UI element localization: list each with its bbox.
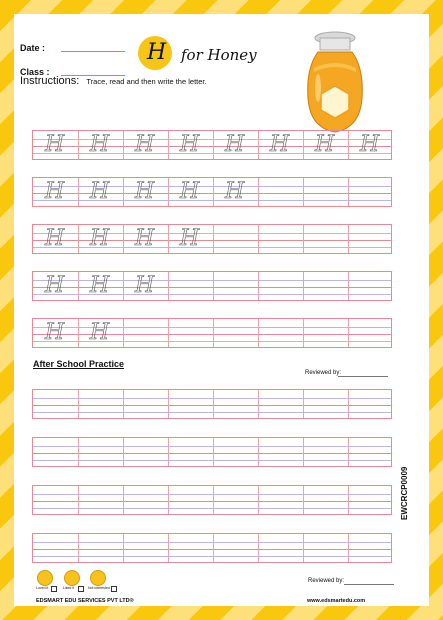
cell-divider bbox=[258, 131, 259, 159]
date-line bbox=[61, 51, 125, 52]
cell-divider bbox=[348, 178, 349, 206]
guide-line bbox=[33, 398, 391, 399]
cell-divider bbox=[168, 225, 169, 253]
company-name: EDSMART EDU SERVICES PVT LTD® bbox=[36, 598, 134, 604]
cell-divider bbox=[168, 534, 169, 562]
guide-line bbox=[33, 446, 391, 447]
footer-reviewed-by-label: Reviewed by: bbox=[308, 578, 345, 584]
cell-divider bbox=[213, 534, 214, 562]
cell-divider bbox=[123, 390, 124, 418]
cell-divider bbox=[348, 319, 349, 347]
guide-line bbox=[33, 405, 391, 406]
trace-letter: H bbox=[135, 273, 155, 298]
guide-line bbox=[33, 240, 391, 241]
trace-letter: H bbox=[135, 179, 155, 204]
trace-letter: H bbox=[90, 320, 110, 345]
cell-divider bbox=[123, 131, 124, 159]
guide-line bbox=[33, 453, 391, 454]
cell-divider bbox=[123, 225, 124, 253]
cell-divider bbox=[348, 225, 349, 253]
cell-divider bbox=[258, 225, 259, 253]
cell-divider bbox=[258, 272, 259, 300]
trace-letter: H bbox=[180, 226, 200, 251]
cell-divider bbox=[213, 486, 214, 514]
trace-row[interactable] bbox=[32, 318, 392, 348]
trace-letter: H bbox=[135, 226, 155, 251]
title-letter: H bbox=[147, 40, 167, 65]
cell-divider bbox=[78, 131, 79, 159]
cell-divider bbox=[258, 390, 259, 418]
guide-line bbox=[33, 412, 391, 413]
website: www.edsmartedu.com bbox=[307, 598, 366, 604]
cell-divider bbox=[78, 486, 79, 514]
instructions bbox=[20, 75, 207, 87]
reviewed-by-line bbox=[338, 376, 388, 377]
trace-row[interactable] bbox=[32, 177, 392, 207]
trace-letter: H bbox=[45, 226, 65, 251]
trace-letter: H bbox=[90, 273, 110, 298]
practice-row[interactable] bbox=[32, 437, 392, 467]
trace-letter: H bbox=[45, 320, 65, 345]
cell-divider bbox=[213, 319, 214, 347]
cell-divider bbox=[213, 178, 214, 206]
trace-row[interactable] bbox=[32, 271, 392, 301]
cell-divider bbox=[213, 390, 214, 418]
loved-it-emoji-icon bbox=[37, 570, 53, 586]
cell-divider bbox=[258, 534, 259, 562]
emoji-label-liked: Liked it bbox=[63, 586, 75, 590]
cell-divider bbox=[213, 225, 214, 253]
guide-line bbox=[33, 193, 391, 194]
cell-divider bbox=[123, 534, 124, 562]
trace-letter: H bbox=[180, 179, 200, 204]
guide-line bbox=[33, 341, 391, 342]
trace-letter: H bbox=[45, 179, 65, 204]
cell-divider bbox=[303, 534, 304, 562]
guide-line bbox=[33, 494, 391, 495]
cell-divider bbox=[168, 131, 169, 159]
cell-divider bbox=[303, 486, 304, 514]
trace-letter: H bbox=[180, 132, 200, 157]
cell-divider bbox=[213, 131, 214, 159]
guide-line bbox=[33, 542, 391, 543]
cell-divider bbox=[123, 178, 124, 206]
trace-letter: H bbox=[225, 179, 245, 204]
not-interested-emoji-icon bbox=[90, 570, 106, 586]
cell-divider bbox=[78, 319, 79, 347]
guide-line bbox=[33, 334, 391, 335]
trace-letter: H bbox=[45, 273, 65, 298]
cell-divider bbox=[213, 438, 214, 466]
cell-divider bbox=[348, 438, 349, 466]
worksheet bbox=[14, 14, 429, 606]
cell-divider bbox=[303, 438, 304, 466]
cell-divider bbox=[168, 438, 169, 466]
guide-line bbox=[33, 460, 391, 461]
guide-line bbox=[33, 327, 391, 328]
cell-divider bbox=[348, 486, 349, 514]
cell-divider bbox=[258, 319, 259, 347]
liked-it-checkbox[interactable] bbox=[78, 586, 84, 592]
guide-line bbox=[33, 294, 391, 295]
cell-divider bbox=[303, 272, 304, 300]
trace-letter: H bbox=[135, 132, 155, 157]
date-label: Date : bbox=[20, 43, 46, 53]
guide-line bbox=[33, 508, 391, 509]
instructions-heading: Instructions: bbox=[20, 75, 80, 87]
guide-line bbox=[33, 501, 391, 502]
guide-line bbox=[33, 556, 391, 557]
cell-divider bbox=[213, 272, 214, 300]
instructions-text: Trace, read and then write the letter. bbox=[86, 77, 207, 86]
cell-divider bbox=[78, 225, 79, 253]
cell-divider bbox=[123, 319, 124, 347]
cell-divider bbox=[348, 534, 349, 562]
cell-divider bbox=[168, 319, 169, 347]
loved-it-checkbox[interactable] bbox=[51, 586, 57, 592]
cell-divider bbox=[303, 178, 304, 206]
cell-divider bbox=[123, 272, 124, 300]
cell-divider bbox=[258, 438, 259, 466]
guide-line bbox=[33, 146, 391, 147]
cell-divider bbox=[348, 390, 349, 418]
cell-divider bbox=[123, 486, 124, 514]
cell-divider bbox=[303, 131, 304, 159]
footer-reviewed-by-line bbox=[344, 584, 394, 585]
trace-letter: H bbox=[270, 132, 290, 157]
cell-divider bbox=[303, 225, 304, 253]
trace-letter: H bbox=[45, 132, 65, 157]
guide-line bbox=[33, 153, 391, 154]
cell-divider bbox=[123, 438, 124, 466]
trace-letter: H bbox=[225, 132, 245, 157]
cell-divider bbox=[78, 272, 79, 300]
guide-line bbox=[33, 247, 391, 248]
guide-line bbox=[33, 139, 391, 140]
practice-row[interactable] bbox=[32, 533, 392, 563]
honey-jar-icon bbox=[304, 28, 366, 138]
after-school-practice-title: After School Practice bbox=[33, 359, 125, 369]
cell-divider bbox=[78, 178, 79, 206]
cell-divider bbox=[168, 390, 169, 418]
emoji-label-not-interested: Not interested bbox=[88, 586, 110, 590]
cell-divider bbox=[78, 438, 79, 466]
cell-divider bbox=[303, 319, 304, 347]
cell-divider bbox=[348, 131, 349, 159]
cell-divider bbox=[168, 272, 169, 300]
practice-row[interactable] bbox=[32, 389, 392, 419]
guide-line bbox=[33, 233, 391, 234]
liked-it-emoji-icon bbox=[64, 570, 80, 586]
worksheet-code: EWCRCP0009 bbox=[400, 466, 409, 520]
trace-row[interactable] bbox=[32, 130, 392, 160]
guide-line bbox=[33, 200, 391, 201]
guide-line bbox=[33, 287, 391, 288]
title-word: for Honey bbox=[181, 46, 257, 64]
reviewed-by-label: Reviewed by: bbox=[305, 370, 342, 376]
trace-letter: H bbox=[90, 132, 110, 157]
guide-line bbox=[33, 280, 391, 281]
cell-divider bbox=[348, 272, 349, 300]
cell-divider bbox=[78, 390, 79, 418]
trace-letter: H bbox=[360, 132, 380, 157]
cell-divider bbox=[303, 390, 304, 418]
class-label: Class : bbox=[20, 67, 50, 77]
trace-letter: H bbox=[315, 132, 335, 157]
trace-letter: H bbox=[90, 179, 110, 204]
emoji-label-loved: Loved it bbox=[36, 586, 49, 590]
practice-row[interactable] bbox=[32, 485, 392, 515]
cell-divider bbox=[168, 486, 169, 514]
cell-divider bbox=[258, 486, 259, 514]
guide-line bbox=[33, 186, 391, 187]
not-interested-checkbox[interactable] bbox=[111, 586, 117, 592]
trace-row[interactable] bbox=[32, 224, 392, 254]
cell-divider bbox=[168, 178, 169, 206]
cell-divider bbox=[258, 178, 259, 206]
guide-line bbox=[33, 549, 391, 550]
trace-letter: H bbox=[90, 226, 110, 251]
cell-divider bbox=[78, 534, 79, 562]
